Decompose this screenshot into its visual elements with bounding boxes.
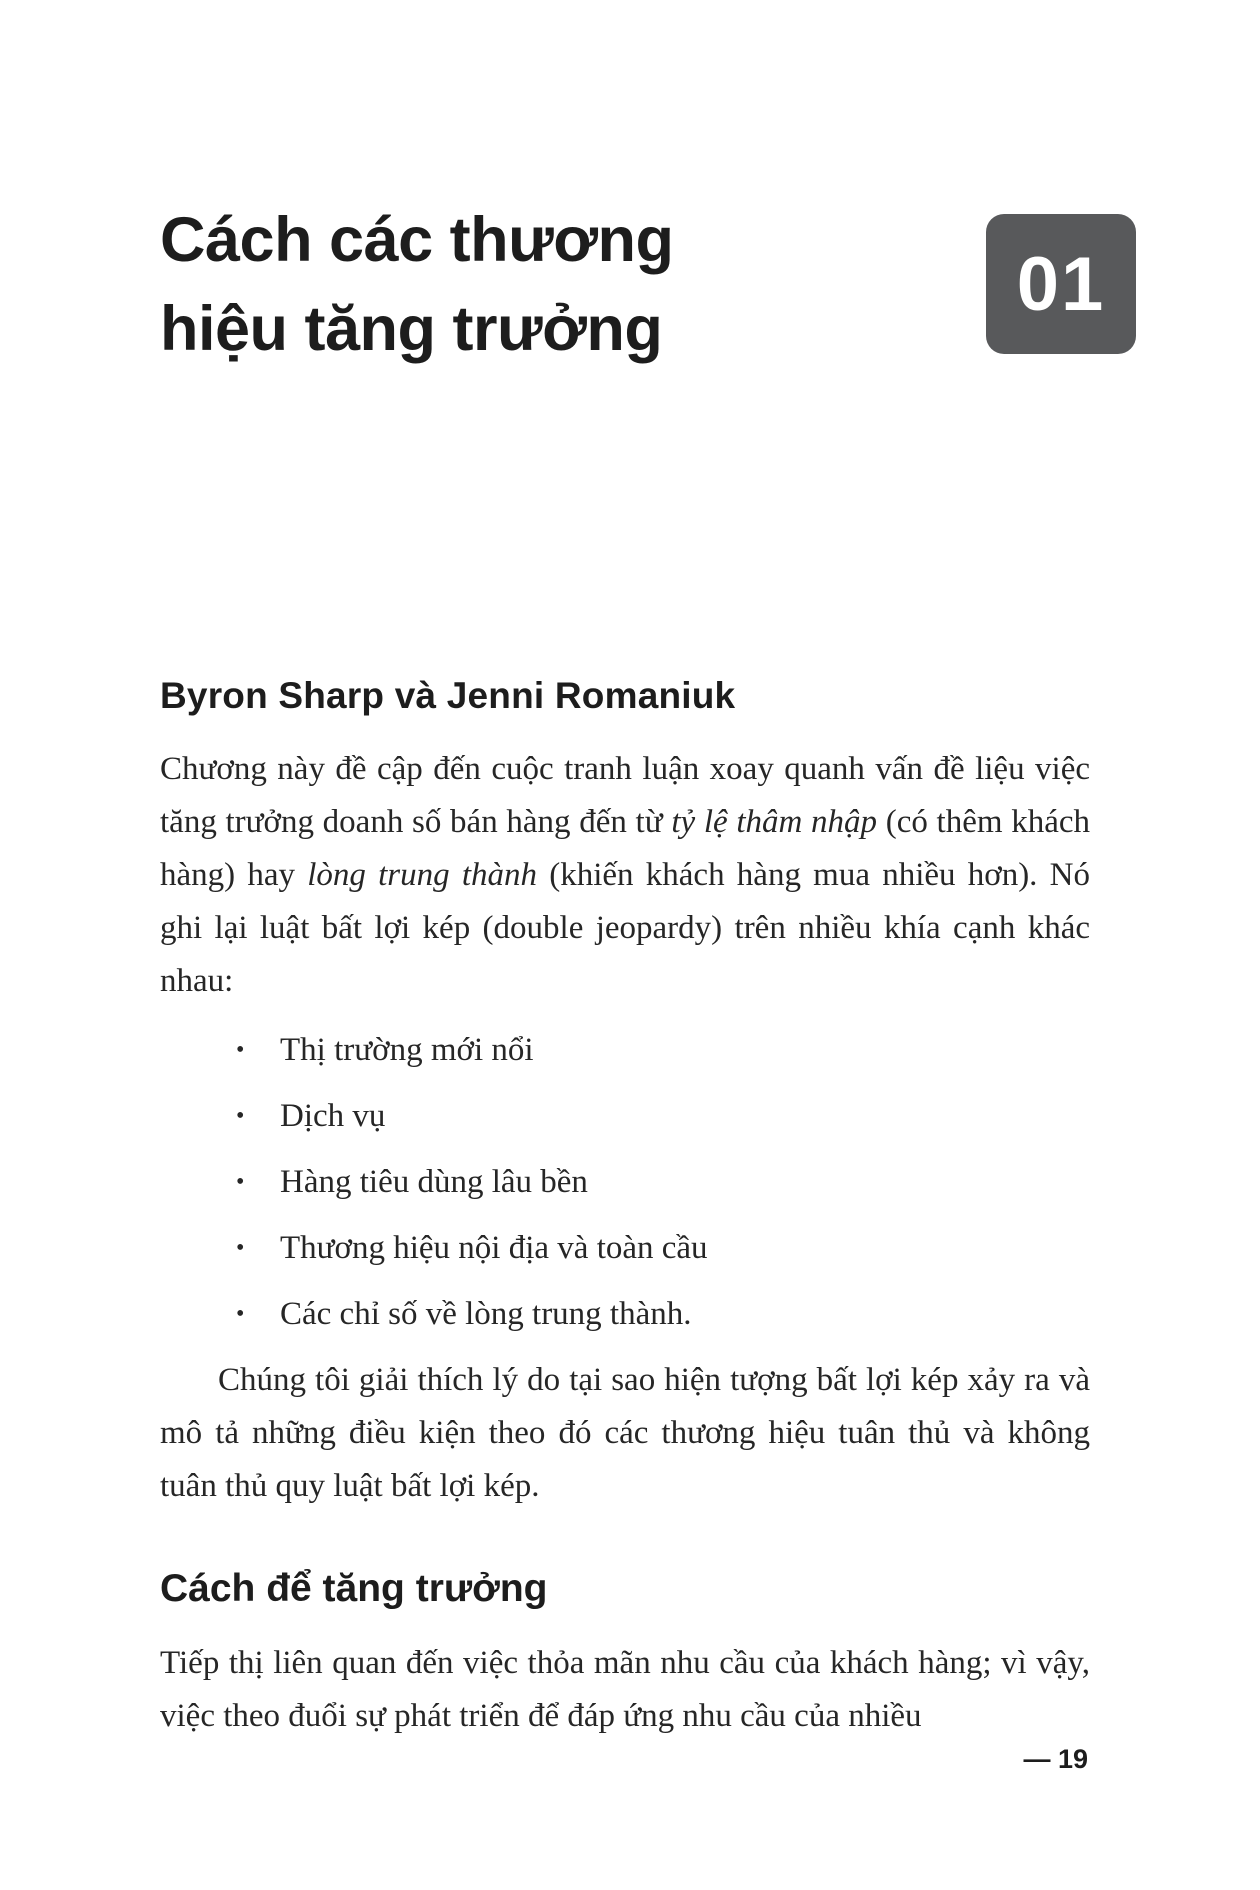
intro-paragraph [160,743,1090,1008]
bullet-text: Các chỉ số về lòng trung thành. [280,1295,692,1332]
bullet-icon: • [236,1234,245,1261]
section-heading: Cách để tăng trưởng [160,1566,548,1610]
page-number: — 19 [1023,1744,1088,1774]
chapter-title-line-1: Cách các thương [160,205,674,275]
intro-segment-2-italic: tỷ lệ thâm nhập [671,803,878,840]
list-item [236,1090,1090,1143]
body-paragraph: Chúng tôi giải thích lý do tại sao hiện tượng bất lợi kép xảy ra và mô tả những điều kiện theo đó các thương hiệu tuân thủ và không tuân thủ quy luật bất lợi kép. [160,1361,1090,1504]
intro-segment-5: (khiến khách hàng mua nhiều hơn). Nó ghi lại luật bất lợi kép (double jeopardy) trên nhiều khía cạnh khác nhau: [160,856,1090,999]
intro-segment-1: Chương này đề cập đến cuộc tranh luận xoay quanh vấn đề liệu việc tăng trưởng doanh số bán hàng đến từ [160,750,1090,840]
bullet-list [160,1024,1090,1341]
chapter-number-badge [986,214,1136,354]
chapter-title-line-2: hiệu tăng trưởng [160,294,663,365]
bullet-text: Hàng tiêu dùng lâu bền [280,1163,588,1200]
bullet-text: Thương hiệu nội địa và toàn cầu [280,1229,708,1266]
bullet-icon: • [236,1036,245,1063]
list-item [236,1288,1090,1341]
bullet-text: Dịch vụ [280,1097,386,1134]
body-paragraph: Tiếp thị liên quan đến việc thỏa mãn nhu cầu của khách hàng; vì vậy, việc theo đuổi sự phát triển để đáp ứng nhu cầu của nhiều [160,1644,1090,1734]
list-item [236,1024,1090,1077]
bullet-icon: • [236,1102,245,1129]
author-line: Byron Sharp và Jenni Romaniuk [160,674,736,716]
list-item [236,1156,1090,1209]
intro-segment-3: (có thêm khách hàng) hay [160,803,1090,893]
list-item [236,1222,1090,1275]
chapter-title [160,0,1090,375]
bullet-text: Thị trường mới nổi [280,1031,534,1068]
bullet-icon: • [236,1300,245,1327]
bullet-icon: • [236,1168,245,1195]
intro-segment-4-italic: lòng trung thành [307,856,538,893]
chapter-number: 01 [1016,241,1106,327]
